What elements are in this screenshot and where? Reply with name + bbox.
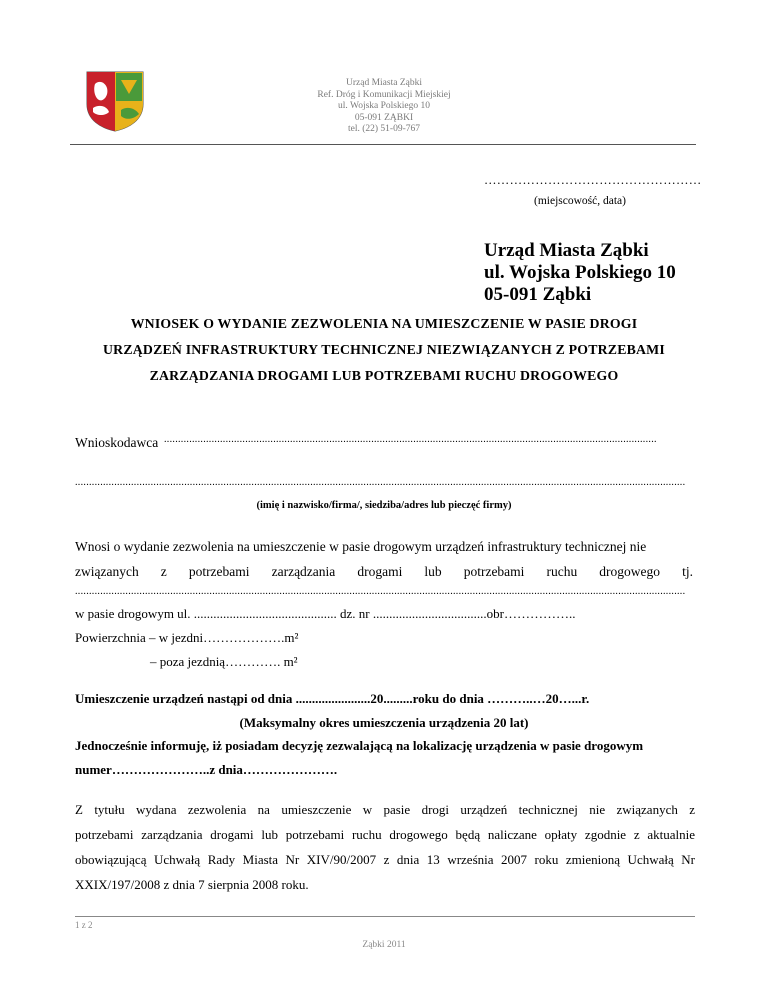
applicant-field[interactable]: ................................................................................................................................................................................	[164, 434, 657, 445]
area-outside-line[interactable]: – poza jezdnią…………. m²	[150, 654, 298, 669]
word: potrzebami	[463, 564, 525, 579]
word: związanych	[75, 564, 139, 579]
word: drogami	[357, 564, 403, 579]
placement-dates[interactable]: Umieszczenie urządzeń nastąpi od dnia .......................20.........roku do dnia ………..…20…...r.	[75, 691, 590, 706]
letterhead-department: Ref. Dróg i Komunikacji Miejskiej	[317, 89, 451, 100]
fees-line2: potrzebami zarządzania drogami lub potrzebami ruchu drogowego będą naliczane opłaty zgodnie z aktualnie	[75, 827, 695, 842]
letterhead-phone: tel. (22) 51-09-767	[347, 124, 421, 134]
word: potrzebami	[188, 564, 250, 579]
word: z	[160, 564, 167, 579]
fees-line4: XXIX/197/2008 z dnia 7 sierpnia 2008 roku.	[75, 877, 309, 892]
applicant-label: Wnioskodawca	[75, 435, 159, 450]
place-date-field[interactable]: ……………………………………………	[484, 173, 702, 187]
request-line2	[75, 562, 693, 582]
letterhead-street: ul. Wojska Polskiego 10	[338, 101, 430, 111]
request-description-field[interactable]: ..........................................................................................................................................................................................................................	[75, 586, 686, 597]
applicant-caption: (imię i nazwisko/firma/, siedziba/adres lub pieczęć firmy)	[256, 500, 512, 511]
letterhead	[0, 78, 768, 136]
word: drogowego	[599, 564, 661, 579]
recipient-office: Urząd Miasta Ząbki	[484, 240, 649, 261]
document-title-line3: ZARZĄDZANIA DROGAMI LUB POTRZEBAMI RUCHU DROGOWEGO	[149, 368, 619, 383]
max-period-note: (Maksymalny okres umieszczenia urządzenia 20 lat)	[239, 715, 529, 730]
document-title-line1: WNIOSEK O WYDANIE ZEZWOLENIA NA UMIESZCZENIE W PASIE DROGI	[130, 316, 638, 331]
recipient-street: ul. Wojska Polskiego 10	[484, 262, 676, 283]
area-road-line[interactable]: Powierzchnia – w jezdni……………….m²	[75, 630, 299, 645]
footer-divider	[75, 916, 695, 917]
decision-line1: Jednocześnie informuję, iż posiadam decyzję zezwalającą na lokalizację urządzenia w pasie drogowym	[75, 738, 644, 753]
fees-line1: Z tytułu wydana zezwolenia na umieszczenie w pasie drogi urządzeń technicznej nie związanych z	[75, 802, 695, 817]
footer-center-text: Ząbki 2011	[362, 940, 406, 950]
letterhead-office: Urząd Miasta Ząbki	[346, 78, 422, 88]
letterhead-postcode: 05-091 ZĄBKI	[354, 112, 414, 123]
recipient-address	[484, 240, 676, 306]
page-number: 1 z 2	[75, 920, 93, 930]
document-title-line2: URZĄDZEŃ INFRASTRUKTURY TECHNICZNEJ NIEZWIĄZANYCH Z POTRZEBAMI	[103, 342, 665, 357]
fees-line3: obowiązującą Uchwałą Rady Miasta Nr XIV/90/2007 z dnia 13 września 2007 roku zmienioną Uchwałą Nr	[75, 852, 695, 867]
decision-line2[interactable]: numer…………………..z dnia………………….	[75, 762, 338, 777]
word: ruchu	[546, 564, 578, 579]
word: tj.	[682, 564, 693, 579]
applicant-field-line2[interactable]: ..........................................................................................................................................................................................................................	[75, 477, 686, 488]
request-line1: Wnosi o wydanie zezwolenia na umieszczenie w pasie drogowym urządzeń infrastruktury technicznej nie	[75, 539, 647, 554]
word: lub	[424, 564, 442, 579]
place-date-label: (miejscowość, data)	[534, 195, 626, 207]
header-divider	[70, 144, 696, 145]
recipient-city: 05-091 Ząbki	[484, 284, 592, 305]
word: zarządzania	[271, 564, 336, 579]
road-location-line[interactable]: w pasie drogowym ul. ............................................ dz. nr ...................................obr……………..	[75, 606, 576, 621]
